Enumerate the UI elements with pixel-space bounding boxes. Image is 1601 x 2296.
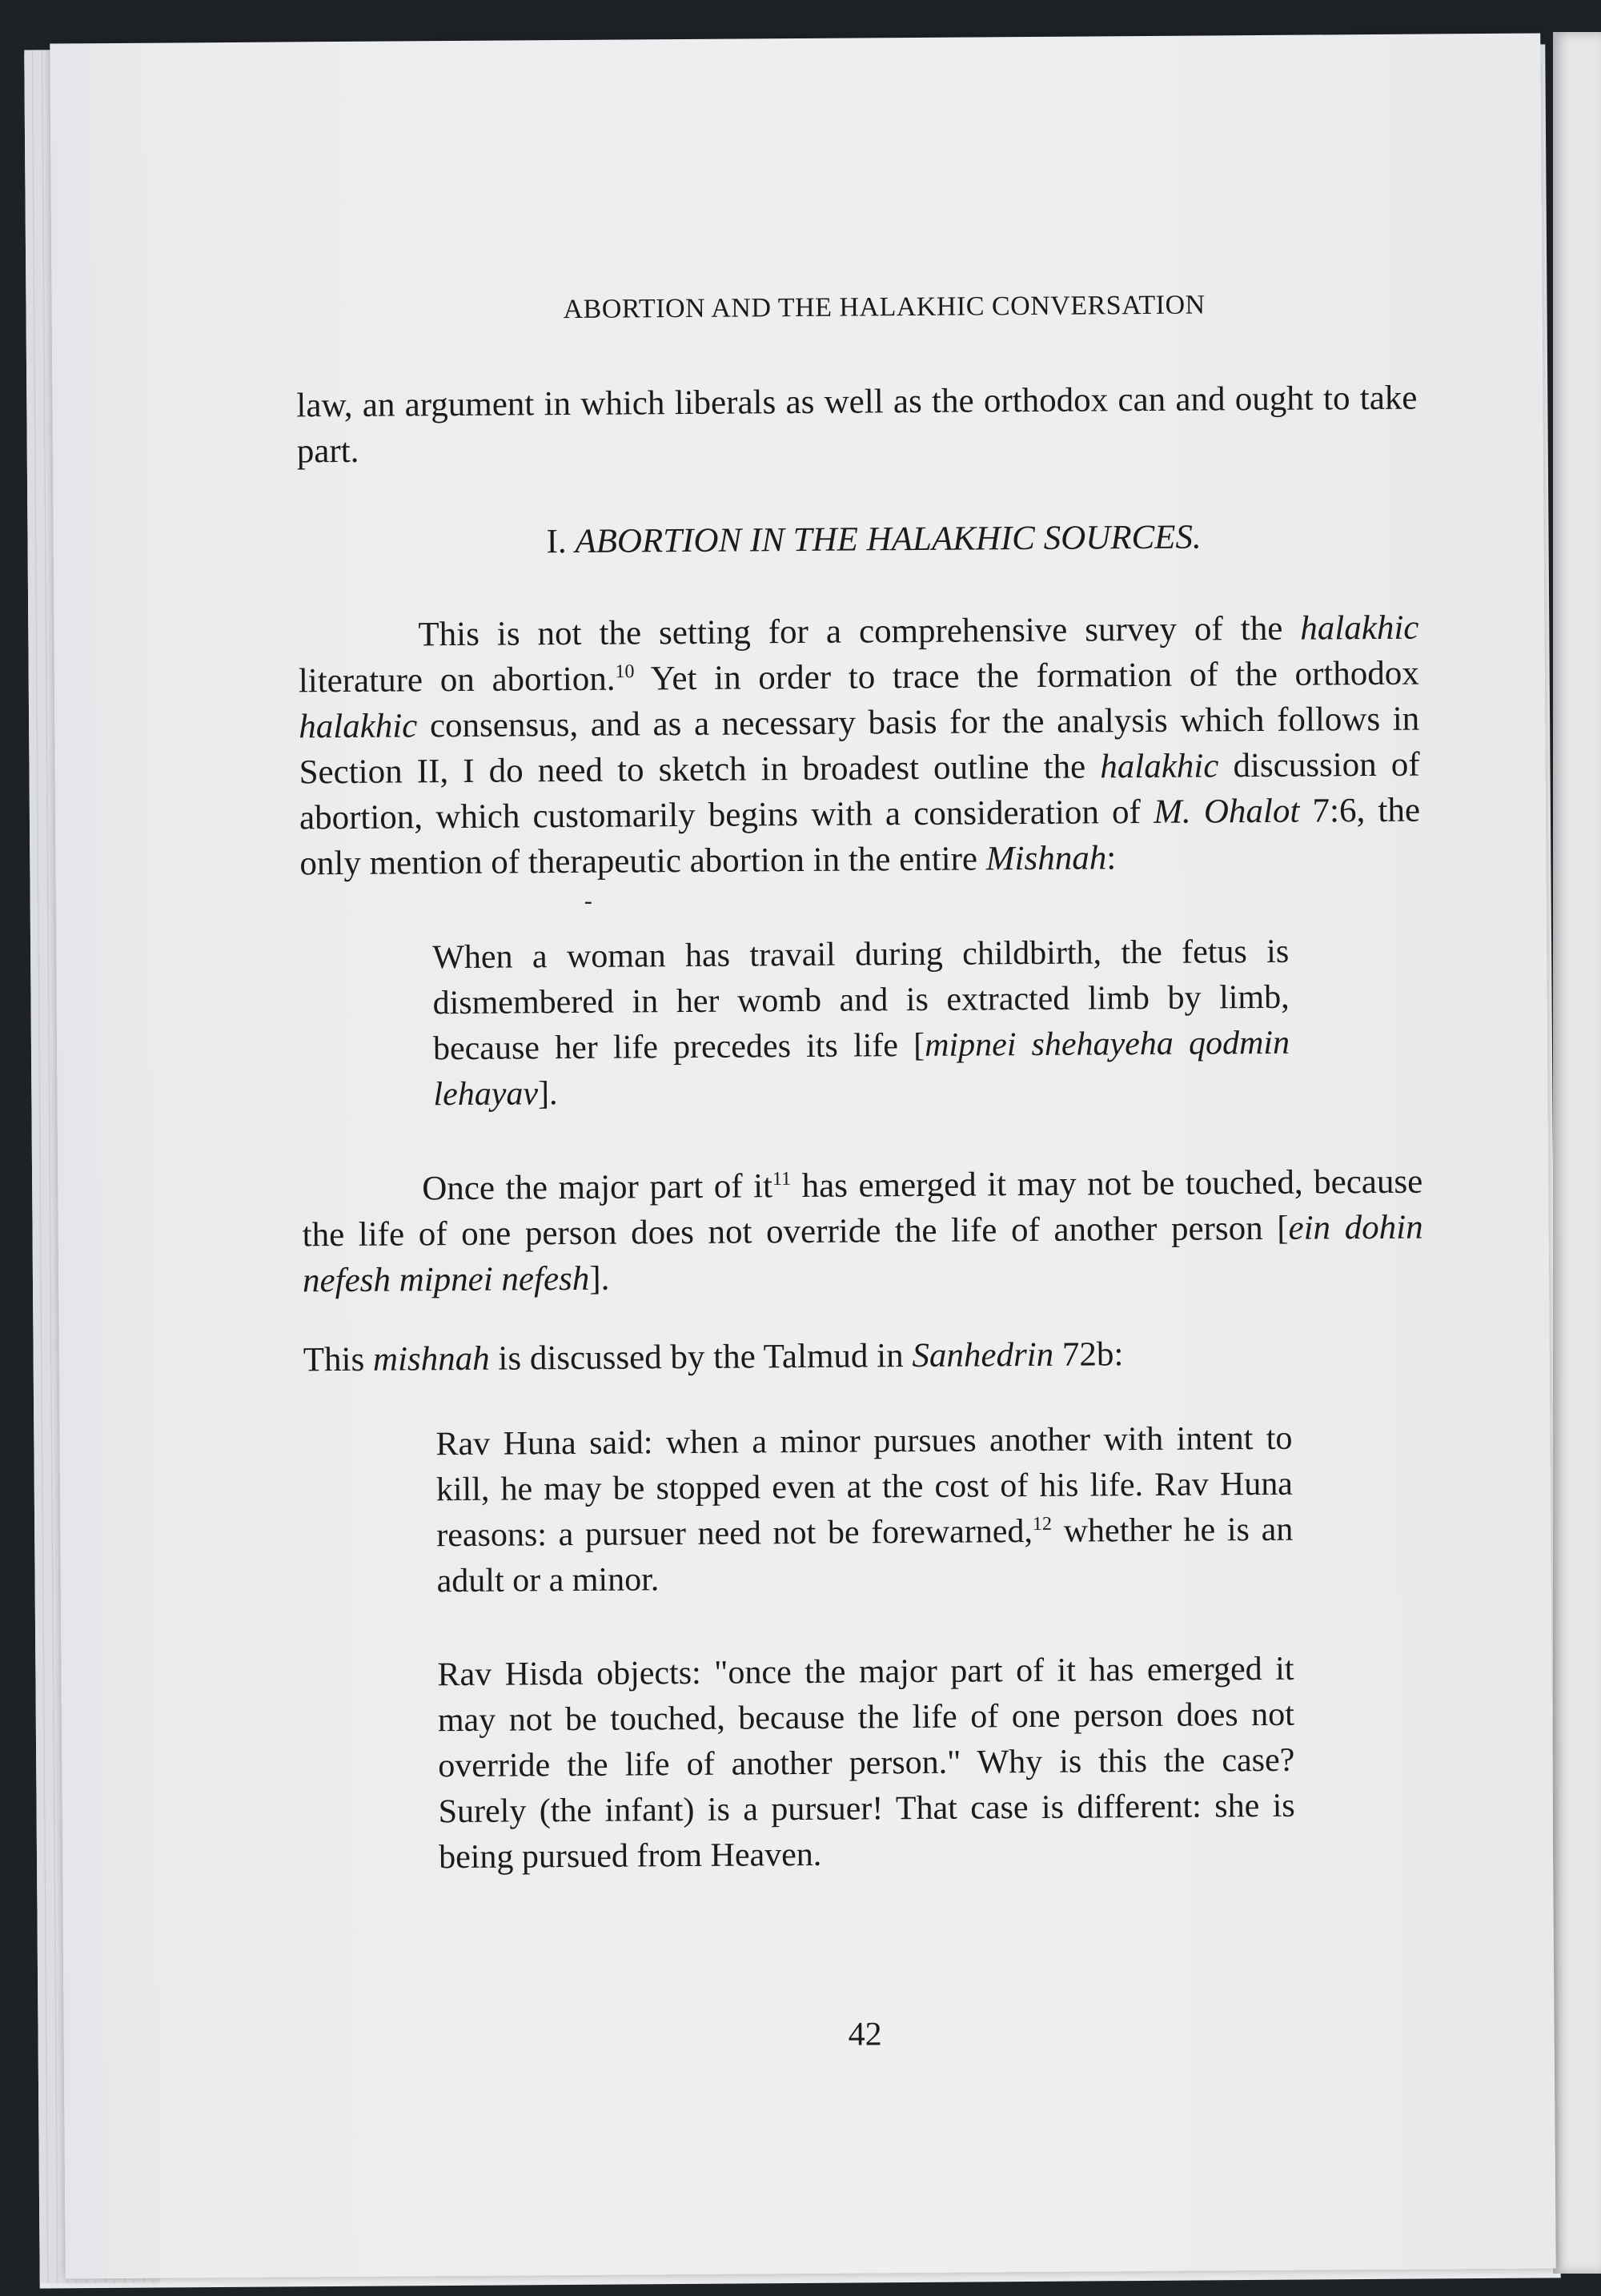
text-run: discussion of abortion, which customarily begins with a consideration of	[299, 745, 1420, 837]
text-run: This is not the setting for a comprehensive survey of the	[418, 609, 1301, 654]
italic-term: halakhic	[1300, 608, 1419, 648]
facing-page-edge	[1553, 32, 1601, 2274]
text-run: Once the major part of it	[422, 1167, 773, 1208]
text-run: ].	[537, 1075, 558, 1113]
text-run: 7:6, the only mention of therapeutic abortion in the entire	[299, 791, 1421, 883]
italic-hebrew: ein dohin nefesh mipnei nefesh	[302, 1208, 1423, 1300]
footnote-ref-10: 10	[615, 661, 635, 683]
opening-paragraph: law, an argument in which liberals as well as the orthodox can and ought to take part.	[296, 379, 1418, 471]
text-run: whether he is an adult or a minor.	[436, 1511, 1294, 1600]
text-run: 72b:	[1053, 1335, 1124, 1374]
text-run: This	[303, 1340, 374, 1379]
text-run: has emerged it may not be touched, because the life of one person does not override the life of another person [	[302, 1162, 1423, 1254]
paragraph-talmud-intro	[303, 1330, 1424, 1383]
italic-term: mishnah	[372, 1339, 490, 1379]
text-run: :	[1106, 839, 1117, 877]
italic-term: halakhic	[299, 707, 418, 746]
text-run: literature on abortion.	[298, 660, 616, 700]
text-run: Yet in order to trace the formation of the orthodox	[634, 654, 1419, 698]
italic-term: Mishnah	[985, 839, 1107, 878]
section-heading	[297, 516, 1418, 564]
running-head: ABORTION AND THE HALAKHIC CONVERSATION	[563, 290, 1206, 325]
italic-hebrew: mipnei shehayeha qodmin lehayav	[433, 1024, 1290, 1114]
footnote-ref-11: 11	[772, 1168, 792, 1190]
italic-citation: Sanhedrin	[912, 1335, 1054, 1375]
text-run: is discussed by the Talmud in	[489, 1337, 913, 1378]
talmud-quote-rav-huna	[435, 1416, 1294, 1604]
italic-term: halakhic	[1100, 747, 1219, 786]
paragraph-survey	[298, 605, 1420, 887]
talmud-quote-rav-hisda: Rav Hisda objects: "once the major part of it has emerged it may not be touched, because the life of one person does not override the life of another person." Why is this the case? Surely (the infant) is a pursuer! That case is different: she is being pursued from Heaven.	[437, 1650, 1295, 1877]
section-title: ABORTION IN THE HALAKHIC SOURCES.	[575, 518, 1202, 560]
stray-mark: -	[584, 887, 592, 914]
book-page	[50, 34, 1555, 2279]
italic-citation: M. Ohalot	[1153, 792, 1300, 831]
section-numeral: I.	[546, 523, 567, 561]
mishnah-quote	[432, 929, 1290, 1118]
text-run: ].	[589, 1259, 610, 1298]
text-run: consensus, and as a necessary basis for the analysis which follows in Section II, I do need to sketch in broadest outline the	[299, 700, 1420, 792]
footnote-ref-12: 12	[1032, 1513, 1052, 1535]
page-number: 42	[848, 2016, 882, 2053]
page-content	[295, 289, 1427, 1930]
text-run: When a woman has travail during childbirth, the fetus is dismembered in her womb and is extracted limb by limb, because her life precedes its life [	[432, 933, 1290, 1068]
paragraph-major-part	[302, 1159, 1423, 1304]
text-run: Rav Huna said: when a minor pursues another with intent to kill, he may be stopped even at the cost of his life. Rav Huna reasons: a pursuer need not be forewarned,	[435, 1419, 1294, 1555]
